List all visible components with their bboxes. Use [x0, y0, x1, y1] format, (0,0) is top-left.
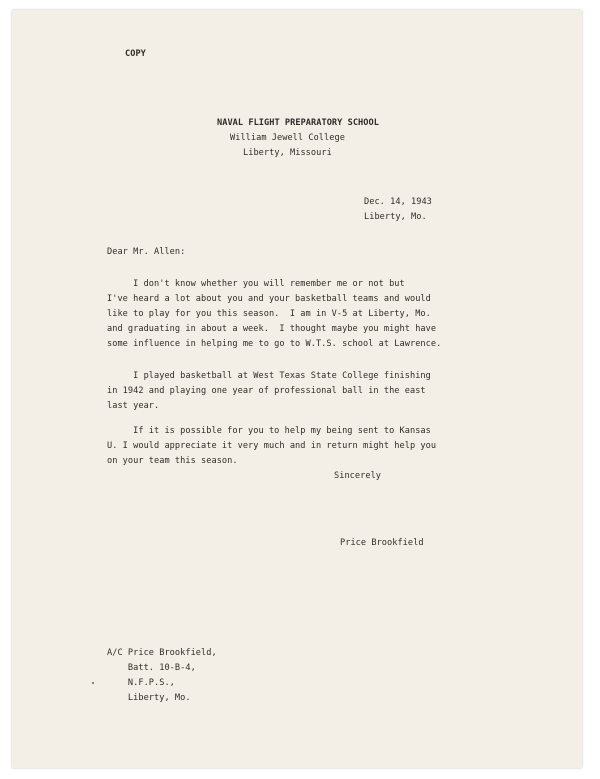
paragraph1-line5: some influence in helping me to go to W.T.S. school at Lawrence. — [107, 339, 442, 349]
paragraph2-line3: last year. — [107, 401, 160, 411]
paragraph1-line1: I don't know whether you will remember me or not but — [107, 279, 405, 289]
return-address-line4: Liberty, Mo. — [107, 693, 191, 703]
return-address-line3: N.F.P.S., — [107, 678, 175, 688]
paper-speck — [92, 682, 94, 684]
letter-page — [12, 10, 582, 768]
paragraph3-line2: U. I would appreciate it very much and in return might help you — [107, 441, 437, 451]
return-address-line1: A/C Price Brookfield, — [107, 648, 217, 658]
letter-date: Dec. 14, 1943 — [364, 197, 432, 207]
letterhead-city: Liberty, Missouri — [243, 148, 332, 158]
paragraph3-line3: on your team this season. — [107, 456, 238, 466]
paragraph2-line1: I played basketball at West Texas State College finishing — [107, 371, 431, 381]
closing: Sincerely — [334, 471, 382, 481]
signature-name: Price Brookfield — [340, 538, 424, 548]
paragraph3-line1: If it is possible for you to help my being sent to Kansas — [107, 426, 431, 436]
paragraph1-line4: and graduating in about a week. I thought maybe you might have — [107, 324, 437, 334]
letterhead-school-name: NAVAL FLIGHT PREPARATORY SCHOOL — [217, 118, 379, 128]
letter-place: Liberty, Mo. — [364, 212, 427, 222]
salutation: Dear Mr. Allen: — [107, 247, 186, 257]
copy-label: COPY — [125, 49, 146, 59]
paragraph1-line3: like to play for you this season. I am in V-5 at Liberty, Mo. — [107, 309, 431, 319]
paragraph2-line2: in 1942 and playing one year of professional ball in the east — [107, 386, 426, 396]
paragraph1-line2: I've heard a lot about you and your basketball teams and would — [107, 294, 431, 304]
return-address-line2: Batt. 10-B-4, — [107, 663, 196, 673]
letterhead-college: William Jewell College — [230, 133, 345, 143]
